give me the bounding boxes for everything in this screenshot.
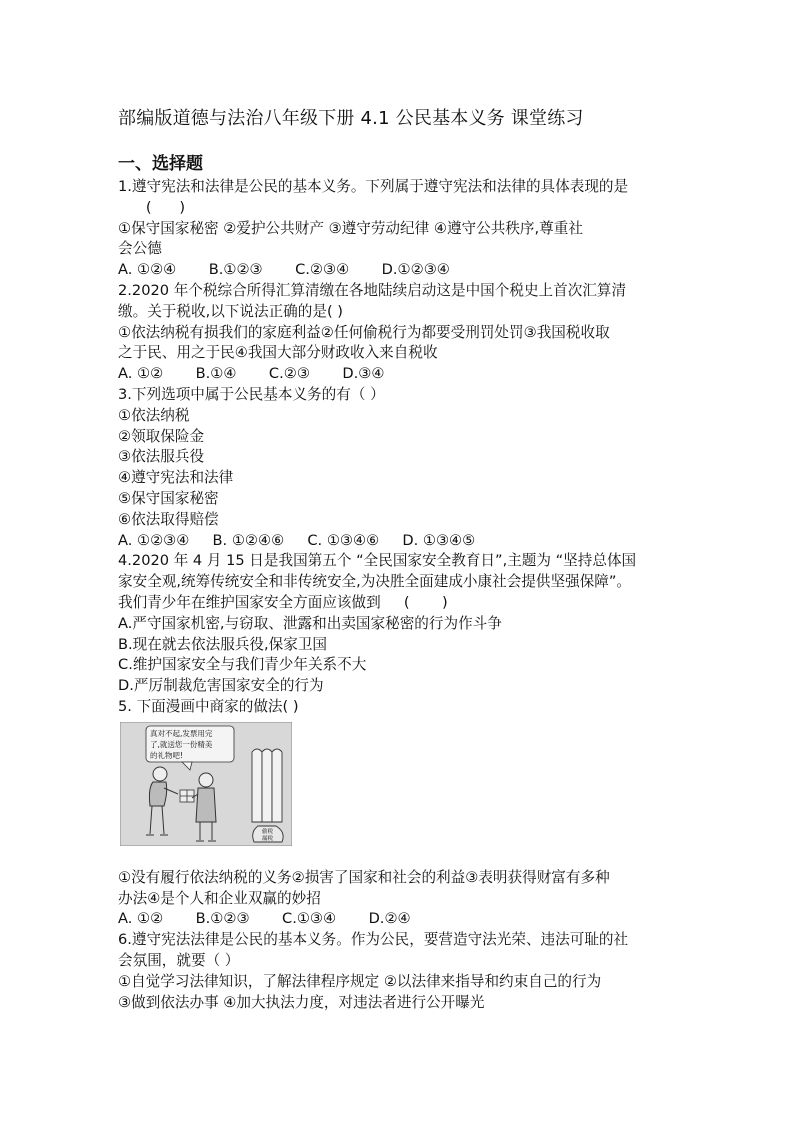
question-stem: 3.下列选项中属于公民基本义务的有（ ） — [118, 385, 385, 403]
bag-label-1: 偷税 — [262, 828, 274, 835]
speech-line-3: 的礼物吧! — [150, 750, 184, 760]
statement-item: ①依法纳税 — [118, 406, 190, 424]
statement-item: ③依法服兵役 — [118, 448, 205, 466]
question-list — [118, 177, 688, 1013]
speech-line-1: 真对不起,发票用完 — [150, 728, 213, 738]
statement-item: ④遵守宪法和法律 — [118, 469, 234, 487]
question-stem: 5. 下面漫画中商家的做法( ) — [118, 697, 299, 715]
question-2 — [118, 281, 688, 385]
statement-list-cont: 之于民、用之于民④我国大部分财政收入来自税收 — [118, 344, 438, 362]
statement-list: ①自觉学习法律知识，了解法律程序规定 ②以法律来指导和约束自己的行为 — [118, 972, 602, 990]
question-stem-cont: 家安全观,统筹传统安全和非传统安全,为决胜全面建成小康社会提供坚强保障”。 — [118, 573, 632, 591]
question-6 — [118, 930, 688, 1013]
statement-list: ①依法纳税有损我们的家庭利益②任何偷税行为都要受刑罚处罚③我国税收取 — [118, 323, 610, 341]
question-stem: 1.遵守宪法和法律是公民的基本义务。下列属于遵守宪法和法律的具体表现的是 — [118, 178, 629, 195]
statement-item: ②领取保险金 — [118, 427, 205, 445]
question-4 — [118, 551, 688, 697]
question-stem: 2.2020 年个税综合所得汇算清缴在各地陆续启动这是中国个税史上首次汇算清 — [118, 281, 627, 299]
statement-item: ⑥依法取得赔偿 — [118, 510, 219, 528]
statement-list-cont: 会公德 — [118, 240, 162, 258]
statement-list-cont: ③做到依法办事 ④加大执法力度，对违法者进行公开曝光 — [118, 993, 485, 1011]
bag-label-2: 漏税 — [262, 835, 274, 842]
question-stem-cont: 缴。关于税收,以下说法正确的是( ) — [118, 302, 343, 320]
answer-option-d: D.严厉制裁危害国家安全的行为 — [118, 677, 324, 695]
answer-options: A. ①② B.①②③ C.①③④ D.②④ — [118, 910, 411, 928]
cartoon-area — [118, 718, 688, 868]
answer-option-c: C.维护国家安全与我们青少年关系不大 — [118, 656, 367, 674]
answer-option-a: A.严守国家机密,与窃取、泄露和出卖国家秘密的行为作斗争 — [118, 614, 502, 632]
question-5 — [118, 697, 688, 930]
answer-option-b: B.现在就去依法服兵役,保家卫国 — [118, 635, 328, 653]
statement-list: ①保守国家秘密 ②爱护公共财产 ③遵守劳动纪律 ④遵守公共秩序,尊重社 — [118, 219, 583, 237]
question-stem-cont: 我们青少年在维护国家安全方面应该做到 ( ) — [118, 593, 448, 611]
question-stem: 6.遵守宪法法律是公民的基本义务。作为公民，要营造守法光荣、违法可耻的社 — [118, 931, 629, 949]
folding-screen — [252, 749, 282, 822]
statement-list: ①没有履行依法纳税的义务②损害了国家和社会的利益③表明获得财富有多种 — [118, 868, 610, 886]
answer-options: A. ①② B.①④ C.②③ D.③④ — [118, 365, 385, 383]
question-stem-cont: 会氛围，就要（ ） — [118, 951, 240, 969]
statement-item: ⑤保守国家秘密 — [118, 489, 219, 507]
question-1 — [118, 177, 688, 281]
gift-box-icon — [180, 790, 194, 802]
cartoon-image — [120, 722, 292, 846]
question-3 — [118, 385, 688, 551]
statement-list-cont: 办法④是个人和企业双赢的妙招 — [118, 889, 321, 907]
document-title: 部编版道德与法治八年级下册 4.1 公民基本义务 课堂练习 — [118, 108, 584, 129]
answer-blank: ( ) — [118, 198, 186, 216]
speech-line-2: 了,就送您一份精美 — [150, 739, 213, 749]
section-heading: 一、选择题 — [118, 154, 203, 174]
answer-options: A. ①②③④ B. ①②④⑥ C. ①③④⑥ D. ①③④⑤ — [118, 531, 476, 549]
answer-options: A. ①②④ B.①②③ C.②③④ D.①②③④ — [118, 261, 450, 279]
question-stem: 4.2020 年 4 月 15 日是我国第五个 “全民国家安全教育日”,主题为 “坚持总体国 — [118, 552, 637, 570]
